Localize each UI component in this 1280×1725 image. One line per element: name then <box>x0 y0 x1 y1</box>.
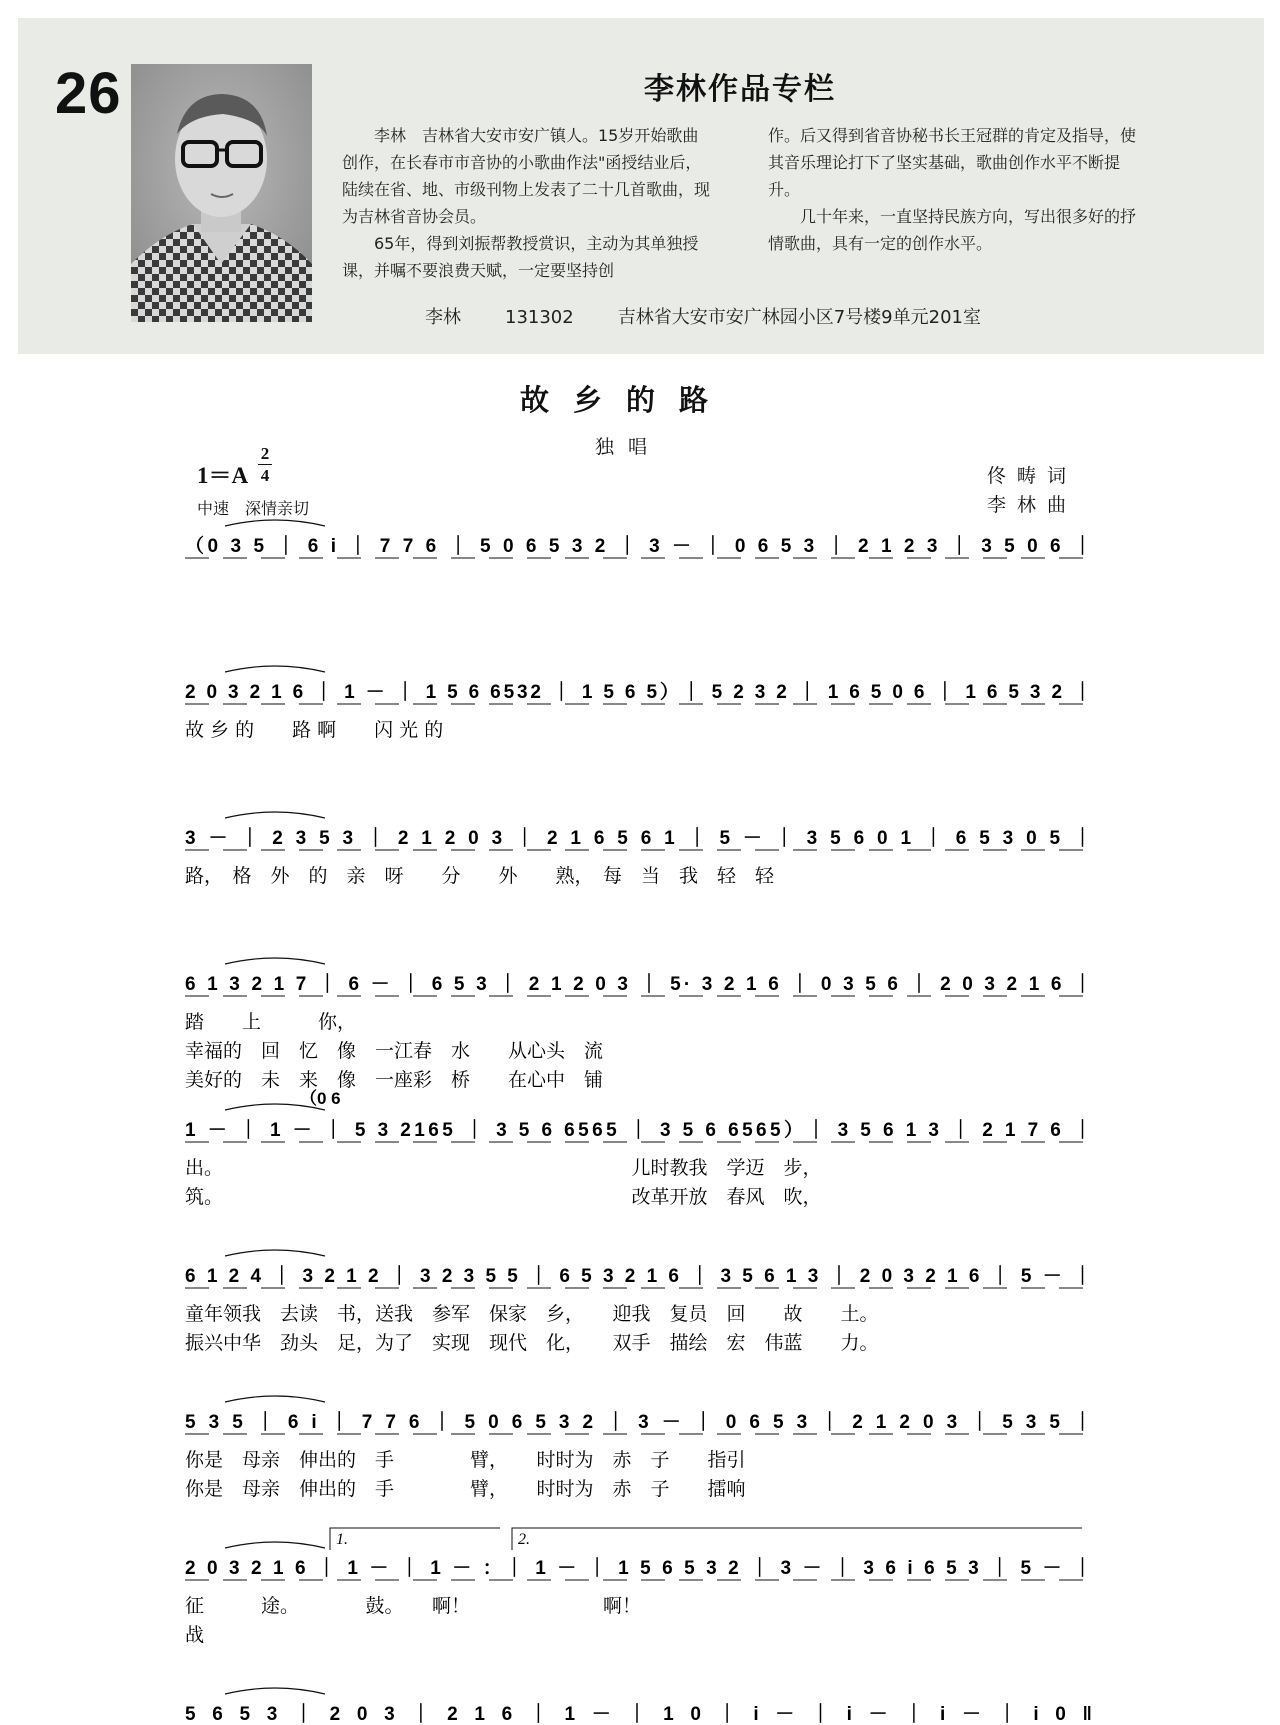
time-denominator: 4 <box>260 466 270 485</box>
lyric-line: 你是 母亲 伸出的 手 臂， 时时为 赤 子 擂响 <box>185 1478 746 1500</box>
volta-bracket <box>330 1528 500 1550</box>
score-system <box>185 1688 1092 1725</box>
lyric-line: 出。 儿时教我 学迈 步， <box>185 1157 822 1179</box>
score-system <box>185 812 1092 887</box>
note-line: （0 3 5 ｜ 6 i ｜ 7 7 6 ｜ 5 0 6 5 3 2 ｜ 3 － ｜ 0 6 5 3 ｜ 2 1 2 3 ｜ 3 5 0 6 ｜ <box>185 536 1092 557</box>
lyric-line: 童年领我 去读 书，送我 参军 保家 乡， 迎我 复员 回 故 土。 <box>185 1303 879 1325</box>
song-title: 故乡的路 <box>520 383 733 417</box>
score-system <box>185 958 1092 1091</box>
bio-paragraph: 作。后又得到省音协秘书长王冠群的肯定及指导，使其音乐理论打下了坚实基础，歌曲创作水平不断提升。 <box>768 126 1137 199</box>
time-numerator: 2 <box>260 444 270 463</box>
volta-label: 1. <box>336 1531 348 1548</box>
jianpu-score <box>0 520 1280 1725</box>
song-subtitle: 独唱 <box>595 436 662 458</box>
volta-bracket <box>512 1528 1082 1550</box>
pickup-notes: （0 6 <box>300 1089 341 1108</box>
time-signature <box>258 444 272 485</box>
contact-address: 吉林省大安市安广林园小区7号楼9单元201室 <box>617 307 981 328</box>
slur-mark <box>225 666 325 672</box>
bio-paragraph: 几十年来，一直坚持民族方向，写出很多好的抒情歌曲，具有一定的创作水平。 <box>768 207 1137 253</box>
bio-right-column <box>768 122 1144 257</box>
note-line: 2 0 3 2 1 6 ｜ 1 － ｜ 1 － ：｜ 1 － ｜ 1 5 6 5 3 2 ｜ 3 － ｜ 3 6 i 6 5 3 ｜ 5 － ｜ <box>185 1558 1093 1579</box>
lyric-line: 你是 母亲 伸出的 手 臂， 时时为 赤 子 指引 <box>185 1449 746 1471</box>
note-line: 3 － ｜ 2 3 5 3 ｜ 2 1 2 0 3 ｜ 2 1 6 5 6 1 ｜ 5 － ｜ 3 5 6 0 1 ｜ 6 5 3 0 5 ｜ <box>185 828 1092 849</box>
tempo-marking: 中速 深情亲切 <box>197 499 310 518</box>
column-title: 李林作品专栏 <box>644 72 836 107</box>
slur-mark <box>225 958 325 964</box>
composer-credit: 李林曲 <box>987 494 1078 516</box>
lyric-line: 振兴中华 劲头 足，为了 实现 现代 化， 双手 描绘 宏 伟蓝 力。 <box>185 1332 879 1354</box>
score-system <box>185 1396 1092 1500</box>
author-photo <box>131 64 312 322</box>
slur-mark <box>225 1396 325 1402</box>
slur-mark <box>225 520 325 526</box>
lyric-line: 筑。 改革开放 春风 吹， <box>185 1186 822 1208</box>
lyric-line: 征 途。 鼓。 啊！ 啊！ <box>185 1595 642 1617</box>
lyric-line: 路， 格 外 的 亲 呀 分 外 熟， 每 当 我 轻 轻 <box>185 865 775 887</box>
key-signature: 1＝A <box>197 463 249 488</box>
lyric-line: 战 <box>185 1624 205 1646</box>
contact-name: 李林 <box>425 307 461 328</box>
slur-mark <box>225 812 325 818</box>
score-system <box>185 520 1092 558</box>
score-system <box>185 1088 1092 1208</box>
lyricist-credit: 佟畴词 <box>987 465 1078 487</box>
note-line: 2 0 3 2 1 6 ｜ 1 － ｜ 1 5 6 6532 ｜ 1 5 6 5）｜ 5 2 3 2 ｜ 1 6 5 0 6 ｜ 1 6 5 3 2 ｜ <box>185 682 1092 703</box>
contact-line <box>425 303 1025 329</box>
score-system <box>185 1250 1092 1354</box>
contact-postcode: 131302 <box>505 307 574 328</box>
note-line: 6 1 2 4 ｜ 3 2 1 2 ｜ 3 2 3 5 5 ｜ 6 5 3 2 1 6 ｜ 3 5 6 1 3 ｜ 2 0 3 2 1 6 ｜ 5 － ｜ <box>185 1266 1092 1287</box>
portrait-image <box>131 64 312 322</box>
bio-left-column <box>342 122 714 284</box>
lyric-line: 故 乡 的 路 啊 闪 光 的 <box>185 719 444 741</box>
page-number: 26 <box>55 61 122 126</box>
slur-mark <box>225 1542 325 1548</box>
score-system <box>185 666 1092 741</box>
bio-paragraph: 李林 吉林省大安市安广镇人。15岁开始歌曲创作，在长春市市音协的小歌曲作法"函授结业后，陆续在省、地、市级刊物上发表了二十几首歌曲，现为吉林省音协会员。 <box>342 126 711 226</box>
lyric-line: 幸福的 回 忆 像 一江春 水 从心头 流 <box>185 1040 604 1062</box>
lyric-line: 踏 上 你， <box>185 1011 357 1033</box>
slur-mark <box>225 1250 325 1256</box>
volta-label: 2. <box>518 1531 530 1548</box>
note-line: 5 3 5 ｜ 6 i ｜ 7 7 6 ｜ 5 0 6 5 3 2 ｜ 3 － ｜ 0 6 5 3 ｜ 2 1 2 0 3 ｜ 5 3 5 ｜ <box>185 1412 1092 1433</box>
bio-paragraph: 65年，得到刘振帮教授赏识，主动为其单独授课，并嘱不要浪费天赋，一定要坚持创 <box>342 234 699 280</box>
note-line: 1 － ｜ 1 － ｜ 5 3 2165 ｜ 3 5 6 6565 ｜ 3 5 6 6565）｜ 3 5 6 1 3 ｜ 2 1 7 6 ｜ <box>185 1120 1093 1141</box>
note-line: 6 1 3 2 1 7 ｜ 6 － ｜ 6 5 3 ｜ 2 1 2 0 3 ｜ 5· 3 2 1 6 ｜ 0 3 5 6 ｜ 2 0 3 2 1 6 ｜ <box>185 974 1092 995</box>
lyric-line: 美好的 未 来 像 一座彩 桥 在心中 铺 <box>185 1069 604 1091</box>
note-line: 5 6 5 3 ｜ 2 0 3 ｜ 2 1 6 ｜ 1 － ｜ 1 0 ｜ i － ｜ i － ｜ i － ｜ i 0 ‖ <box>185 1704 1093 1725</box>
score-system <box>185 1528 1092 1646</box>
slur-mark <box>225 1688 325 1694</box>
